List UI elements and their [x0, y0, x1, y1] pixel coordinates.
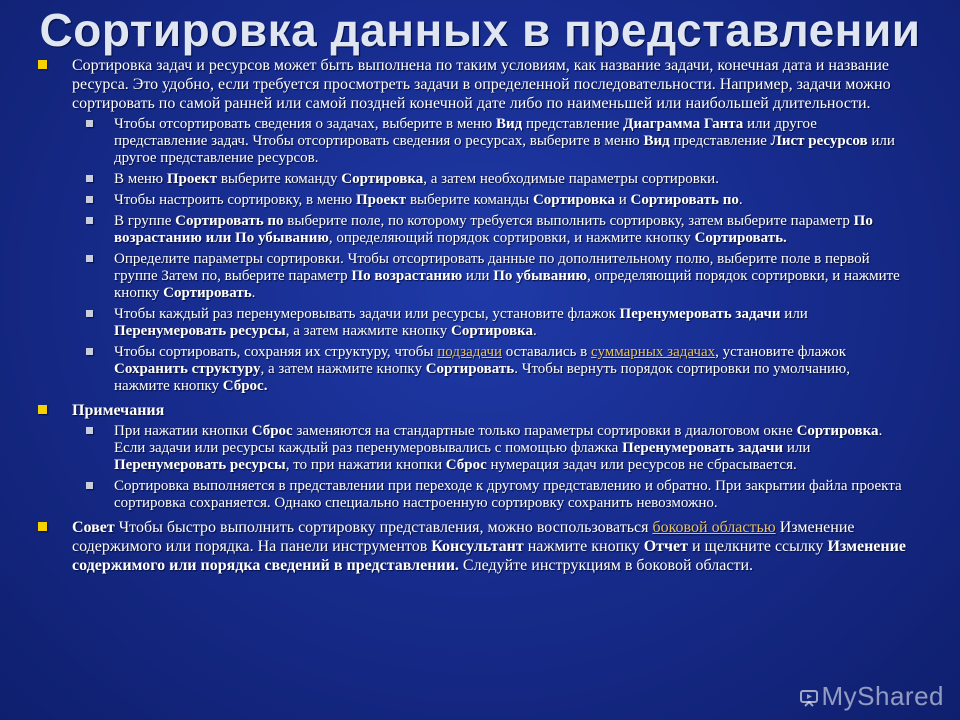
- step-item-text: [114, 251, 900, 301]
- text-run: .: [532, 323, 537, 339]
- steps-list: [34, 116, 906, 395]
- step-item-text: [114, 192, 743, 208]
- watermark-text: MyShared: [821, 681, 944, 711]
- bold-term: Сортировка: [532, 192, 615, 208]
- help-link[interactable]: боковой областью: [652, 519, 776, 536]
- step-item: [72, 213, 906, 247]
- text-run: выберите команды: [406, 192, 533, 208]
- text-run: . Чтобы вернуть порядок сортировки по умолчанию, нажмите кнопку: [114, 361, 850, 394]
- text-run: или: [783, 440, 811, 456]
- text-run: , определяющий порядок сортировки, и нажмите кнопку: [328, 230, 695, 246]
- bold-term: Изменение содержимого или порядка сведений в представлении.: [72, 538, 906, 574]
- note-item: [72, 423, 906, 474]
- bold-term: Сброс.: [222, 378, 268, 394]
- step-item: [72, 251, 906, 302]
- slideshow-logo-icon: [800, 689, 818, 707]
- step-item: [72, 306, 906, 340]
- bold-term: Сортировать: [425, 361, 515, 377]
- watermark: [800, 681, 945, 712]
- notes-bullet: [34, 401, 906, 420]
- text-run: Чтобы быстро выполнить сортировку представления, можно воспользоваться: [114, 519, 653, 536]
- text-run: . Если задачи или ресурсы каждый раз перенумеровывались с помощью флажка: [114, 423, 883, 456]
- text-run: выберите поле, по которому требуется выполнить сортировку, затем выберите параметр: [283, 213, 854, 229]
- note-item-text: [114, 478, 902, 511]
- bold-term: Отчет: [643, 538, 688, 555]
- step-item-text: [114, 213, 873, 246]
- bold-term: Перенумеровать задачи: [622, 440, 784, 456]
- text-run: или другое представление ресурсов.: [114, 133, 895, 166]
- text-run: , определяющий порядок сортировки, и нажмите кнопку: [114, 268, 900, 301]
- step-item: [72, 116, 906, 167]
- bullet-square-icon: [86, 175, 93, 182]
- bold-term: По возрастанию: [351, 268, 463, 284]
- bold-term: Лист ресурсов: [770, 133, 868, 149]
- text-run: В меню: [114, 171, 167, 187]
- text-run: представление: [522, 116, 624, 132]
- bold-term: Сортировать по: [630, 192, 739, 208]
- bullet-square-icon: [86, 427, 93, 434]
- bold-term: Сортировка: [341, 171, 424, 187]
- bullet-square-icon: [86, 255, 93, 262]
- bold-term: По возрастанию или По убыванию: [114, 213, 873, 246]
- bullet-square-icon: [38, 522, 47, 531]
- bold-term: Сброс: [251, 423, 293, 439]
- bold-term: Проект: [356, 192, 407, 208]
- text-run: При нажатии кнопки: [114, 423, 252, 439]
- text-run: нумерация задач или ресурсов не сбрасывается.: [486, 457, 797, 473]
- step-item: [72, 192, 906, 209]
- text-run: выберите команду: [217, 171, 342, 187]
- step-item-text: [114, 344, 850, 394]
- bullet-square-icon: [86, 310, 93, 317]
- notes-list: [34, 423, 906, 512]
- bold-term: Сортировать.: [694, 230, 787, 246]
- text-run: оставались в: [502, 344, 591, 360]
- tip-bullet: [34, 518, 906, 575]
- text-run: заменяются на стандартные только параметры сортировки в диалоговом окне: [292, 423, 797, 439]
- bullet-square-icon: [86, 120, 93, 127]
- text-run: представление: [669, 133, 771, 149]
- text-run: Определите параметры сортировки. Чтобы отсортировать данные по дополнительному полю, выберите поле в первой группе Затем по, выберите параметр: [114, 251, 870, 284]
- bold-term: Сохранить структуру: [114, 361, 261, 377]
- bold-term: Вид: [643, 133, 670, 149]
- bullet-square-icon: [86, 348, 93, 355]
- text-run: , а затем нажмите кнопку: [260, 361, 426, 377]
- bullet-square-icon: [38, 405, 47, 414]
- bold-term: Диаграмма Ганта: [623, 116, 744, 132]
- note-item-text: [114, 423, 882, 473]
- text-run: и щелкните ссылку: [687, 538, 828, 555]
- slide-title: Сортировка данных в представлении: [39, 4, 921, 56]
- text-run: и: [614, 192, 631, 208]
- text-run: , то при нажатии кнопки: [285, 457, 446, 473]
- bold-term: Сортировать: [163, 285, 252, 301]
- text-run: Чтобы отсортировать сведения о задачах, выберите в меню: [114, 116, 496, 132]
- step-item: [72, 344, 906, 395]
- text-run: нажмите кнопку: [523, 538, 644, 555]
- text-run: Чтобы каждый раз перенумеровывать задачи или ресурсы, установите флажок: [114, 306, 620, 322]
- bold-term: Сброс: [445, 457, 487, 473]
- note-item: [72, 478, 906, 512]
- text-run: Чтобы настроить сортировку, в меню: [114, 192, 356, 208]
- bullet-square-icon: [86, 482, 93, 489]
- bold-term: Сортировать по: [175, 213, 284, 229]
- help-link[interactable]: подзадачи: [437, 344, 503, 360]
- text-run: Следуйте инструкциям в боковой области.: [458, 557, 753, 574]
- bold-term: Проект: [166, 171, 218, 187]
- text-run: или другое представление задач. Чтобы отсортировать сведения о ресурсах, выберите в меню: [114, 116, 817, 149]
- intro-text: Сортировка задач и ресурсов может быть выполнена по таким условиям, как название задачи, конечная дата и название ресурса. Это удобно, если требуется просмотреть задачи в определенной последовательности. Например, задачи можно сортировать по самой ранней или самой поздней конечной дате либо по наименьшей или наибольшей длительности.: [72, 57, 891, 112]
- bold-term: Перенумеровать задачи: [619, 306, 781, 322]
- tip-text: [72, 519, 906, 574]
- text-run: или: [462, 268, 494, 284]
- bold-term: Перенумеровать ресурсы: [114, 323, 286, 339]
- step-item-text: [114, 306, 808, 339]
- bullet-square-icon: [86, 217, 93, 224]
- bold-term: Сортировка: [796, 423, 879, 439]
- text-run: или: [780, 306, 808, 322]
- text-run: В группе: [114, 213, 176, 229]
- text-run: .: [738, 192, 743, 208]
- bold-term: Перенумеровать ресурсы: [114, 457, 286, 473]
- intro-bullet: [34, 56, 906, 113]
- slide-content: [34, 56, 906, 578]
- step-item-text: [114, 171, 719, 187]
- bold-term: Вид: [496, 116, 523, 132]
- step-item-text: [114, 116, 895, 166]
- bullet-square-icon: [86, 196, 93, 203]
- text-run: , а затем необходимые параметры сортировки.: [423, 171, 719, 187]
- bold-term: Сортировка: [451, 323, 533, 339]
- help-link[interactable]: суммарных задачах: [590, 344, 716, 360]
- text-run: , установите флажок: [715, 344, 847, 360]
- notes-heading: Примечания: [72, 402, 165, 419]
- bold-term: По убыванию: [493, 268, 587, 284]
- text-run: .: [251, 285, 256, 301]
- bullet-square-icon: [38, 60, 47, 69]
- step-item: [72, 171, 906, 188]
- bold-term: Совет: [72, 519, 115, 536]
- bold-term: Консультант: [431, 538, 524, 555]
- text-run: , а затем нажмите кнопку: [285, 323, 451, 339]
- text-run: Чтобы сортировать, сохраняя их структуру, чтобы: [114, 344, 438, 360]
- text-run: Сортировка выполняется в представлении при переходе к другому представлению и обратно. При закрытии файла проекта сортировка сохраняется. Однако специально настроенную сортировку сохранить невозможно.: [114, 478, 902, 511]
- text-run: Изменение содержимого или порядка. На панели инструментов: [72, 519, 855, 555]
